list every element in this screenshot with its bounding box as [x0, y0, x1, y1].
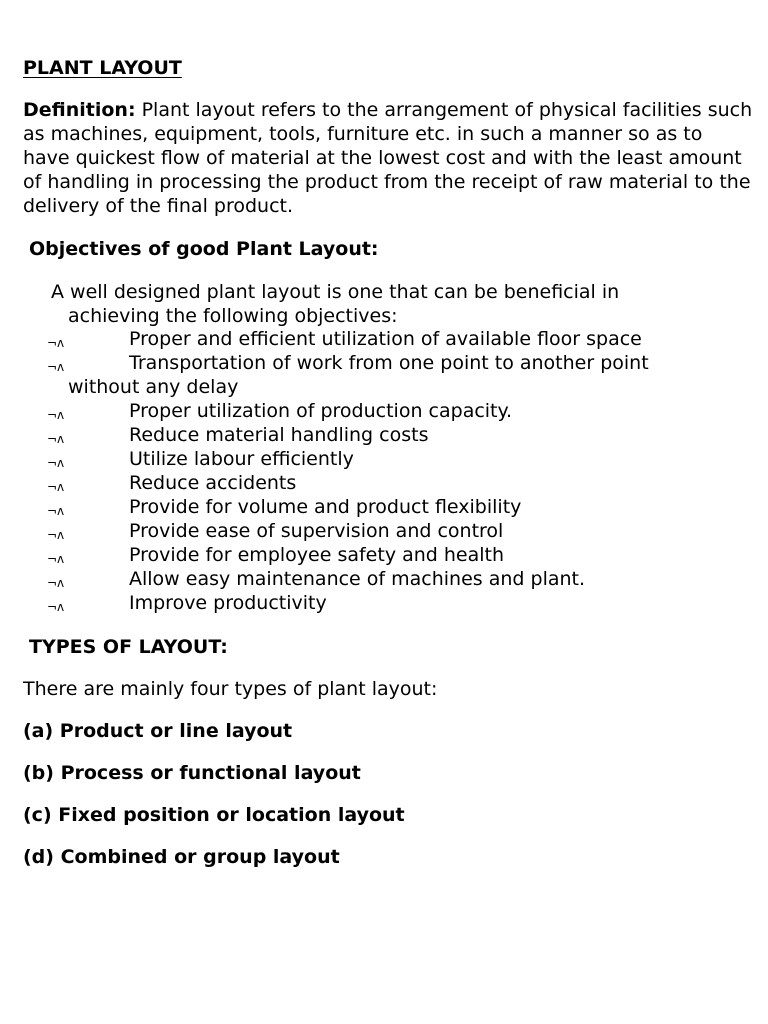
objective-item — [0, 423, 760, 447]
objective-text: Utilize labour efficiently — [129, 448, 354, 470]
bullet-icon: ¬ʌ — [47, 552, 65, 566]
layout-type-fixed-position: (c) Fixed position or location layout — [23, 804, 405, 826]
objective-text: Provide for employee safety and health — [129, 544, 505, 566]
objective-item — [0, 351, 760, 399]
layout-type-combined: (d) Combined or group layout — [23, 846, 340, 868]
definition-text: Plant layout refers to the arrangement of physical facilities such as machines, equipment, tools, furniture etc. in such a manner so as to have quickest flow of material at the lowest cost and with the least amount of handling in processing the product from the receipt of raw material to the delivery of the final product. — [23, 99, 753, 217]
objectives-intro — [51, 280, 691, 328]
bullet-icon: ¬ʌ — [47, 360, 65, 374]
types-intro: There are mainly four types of plant layout: — [23, 678, 438, 700]
objective-text-continuation: without any delay — [68, 376, 239, 398]
objectives-heading: Objectives of good Plant Layout: — [29, 238, 379, 260]
objective-item — [0, 447, 760, 471]
bullet-icon: ¬ʌ — [47, 576, 65, 590]
objective-text: Transportation of work from one point to another point — [129, 352, 649, 374]
objective-item — [0, 327, 760, 351]
page-title: PLANT LAYOUT — [23, 57, 182, 79]
objective-item — [0, 399, 760, 423]
bullet-icon: ¬ʌ — [47, 504, 65, 518]
bullet-icon: ¬ʌ — [47, 528, 65, 542]
objective-item — [0, 471, 760, 495]
bullet-icon: ¬ʌ — [47, 456, 65, 470]
objective-text: Improve productivity — [129, 592, 327, 614]
objective-text: Reduce accidents — [129, 472, 297, 494]
objective-item — [0, 543, 760, 567]
objective-item — [0, 495, 760, 519]
bullet-icon: ¬ʌ — [47, 432, 65, 446]
bullet-icon: ¬ʌ — [47, 600, 65, 614]
objectives-intro-line-2: achieving the following objectives: — [68, 305, 398, 327]
objective-text: Provide for volume and product flexibility — [129, 496, 522, 518]
objective-item — [0, 591, 760, 615]
objective-text: Allow easy maintenance of machines and plant. — [129, 568, 586, 590]
objective-text: Provide ease of supervision and control — [129, 520, 504, 542]
objective-item — [0, 567, 760, 591]
definition-label: Definition: — [23, 99, 136, 121]
bullet-icon: ¬ʌ — [47, 408, 65, 422]
objective-text: Reduce material handling costs — [129, 424, 429, 446]
bullet-icon: ¬ʌ — [47, 336, 65, 350]
layout-type-process: (b) Process or functional layout — [23, 762, 361, 784]
layout-type-product: (a) Product or line layout — [23, 720, 293, 742]
objective-item — [0, 519, 760, 543]
objective-text: Proper and efficient utilization of available floor space — [129, 328, 642, 350]
objectives-list — [0, 327, 760, 615]
types-heading: TYPES OF LAYOUT: — [29, 636, 228, 658]
objective-text: Proper utilization of production capacity. — [129, 400, 513, 422]
objectives-intro-line-1: A well designed plant layout is one that can be beneficial in — [51, 281, 620, 303]
bullet-icon: ¬ʌ — [47, 480, 65, 494]
definition-paragraph — [23, 98, 753, 218]
